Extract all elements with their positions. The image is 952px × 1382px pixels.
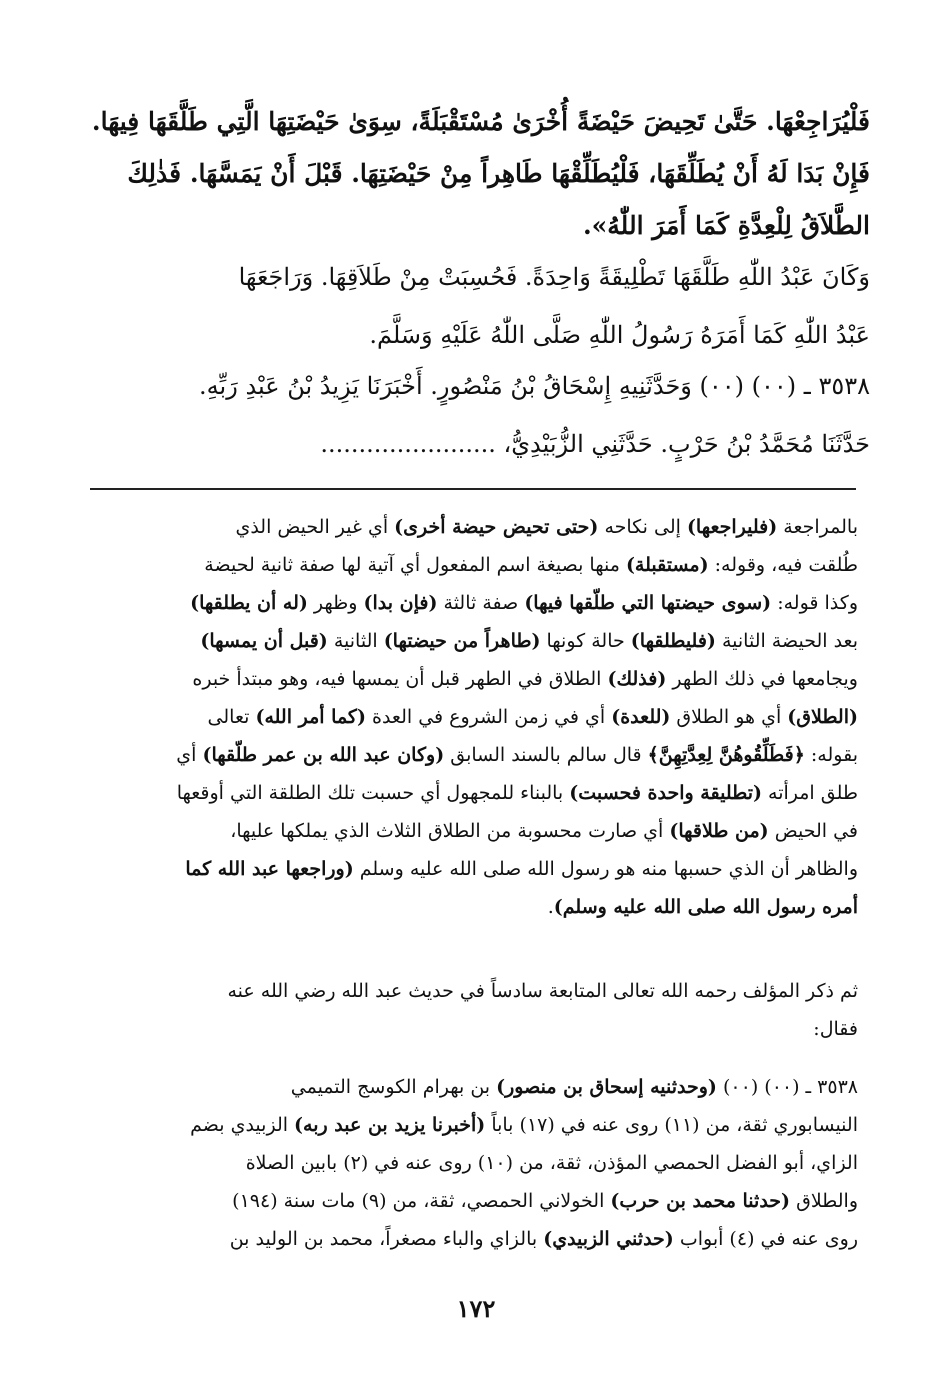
text-line xyxy=(90,1106,858,1144)
text-run: في الحيض xyxy=(768,820,858,842)
page-number: ١٧٢ xyxy=(456,1294,496,1323)
text-run: ٣٥٣٨ ـ (٠٠) (٠٠) xyxy=(716,1076,858,1098)
text-run: صفة ثالثة xyxy=(437,592,525,614)
text-line: فَلْيُرَاجِعْهَا. حَتَّىٰ تَحِيضَ حَيْضَةً أُخْرَىٰ مُسْتَقْبَلَةً، سِوَىٰ حَيْضَتِهَا الَّتِي طَلَّقَهَا فِيهَا. xyxy=(91,107,870,136)
bold-phrase: (وكان عبد الله بن عمر طلّقها) xyxy=(202,744,445,766)
text-run: أي xyxy=(176,744,203,766)
text-line: عَبْدُ اللّٰهِ كَمَا أَمَرَهُ رَسُولُ اللّٰهِ صَلَّى اللّٰهُ عَلَيْهِ وَسَلَّمَ. xyxy=(369,321,870,349)
hadith-text-bold xyxy=(90,96,870,252)
bold-phrase: (طاهراً من حيضتها) xyxy=(383,630,541,652)
bold-phrase: (سوى حيضتها التي طلّقها فيها) xyxy=(524,592,772,614)
text-line: فَإِنْ بَدَا لَهُ أَنْ يُطَلِّقَهَا، فَلْيُطَلِّقْهَا طَاهِراً مِنْ حَيْضَتِهَا. قَبْلَ أَنْ يَمَسَّهَا. فَذٰلِكَ xyxy=(127,159,870,188)
text-line xyxy=(90,584,858,622)
text-run: وكذا قوله: xyxy=(771,592,858,614)
bold-phrase: أمره رسول الله صلى الله عليه وسلم) xyxy=(553,896,858,918)
bold-phrase: (حتى تحيض حيضة أخرى) xyxy=(394,516,599,538)
commentary-paragraph xyxy=(90,972,858,1048)
bold-phrase: (مستقبلة) xyxy=(625,554,709,576)
text-run: بالمراجعة xyxy=(777,516,858,538)
text-run: أي صارت محسوبة من الطلاق الثلاث الذي يملكها عليها، xyxy=(230,820,670,842)
text-run: بعد الحيضة الثانية xyxy=(715,630,858,652)
bold-phrase: ﴿فَطَلِّقُوهُنَّ لِعِدَّتِهِنَّ﴾ xyxy=(647,744,805,766)
text-line xyxy=(90,622,858,660)
text-line xyxy=(90,812,858,850)
text-run: ويجامعها في ذلك الطهر xyxy=(666,668,858,690)
text-run: روى عنه في (٤) أبواب xyxy=(673,1228,858,1250)
text-run: تعالى xyxy=(207,706,256,728)
bold-phrase: (قبل أن يمسها) xyxy=(200,630,328,652)
hadith-text xyxy=(90,248,870,364)
bold-phrase: (من طلاقها) xyxy=(669,820,769,842)
text-line xyxy=(90,1182,858,1220)
text-run: طُلقت فيه، وقوله: xyxy=(708,554,858,576)
text-run: بقوله: xyxy=(804,744,858,766)
text-run: الطلاق في الطهر قبل أن يمسها فيه، وهو مبتدأ خبره xyxy=(192,668,608,690)
bold-phrase: (فليطلقها) xyxy=(630,630,716,652)
commentary-paragraph xyxy=(90,1068,858,1258)
text-run: منها بصيغة اسم المفعول أي آتية لها صفة ثانية لحيضة xyxy=(204,554,626,576)
text-run: والطلاق xyxy=(790,1190,858,1212)
text-run: الخولاني الحمصي، ثقة، من (٩) مات سنة (١٩٤) xyxy=(232,1190,611,1212)
text-run: حالة كونها xyxy=(540,630,631,652)
text-run: والظاهر أن الذي حسبها منه هو رسول الله صلى الله عليه وسلم xyxy=(353,858,858,880)
text-line xyxy=(90,1220,858,1258)
text-run: الزبيدي بضم xyxy=(190,1114,295,1136)
text-line xyxy=(90,888,858,926)
text-run: . xyxy=(547,896,554,918)
text-line xyxy=(90,774,858,812)
bold-phrase: (أخبرنا يزيد بن عبد ربه) xyxy=(294,1114,486,1136)
text-line xyxy=(90,972,858,1010)
text-line xyxy=(90,508,858,546)
bold-phrase: (فليراجعها) xyxy=(686,516,778,538)
bold-phrase: (للعدة) xyxy=(611,706,671,728)
bold-phrase: (وراجعها عبد الله كما xyxy=(185,858,354,880)
text-line xyxy=(90,660,858,698)
text-run: أي هو الطلاق xyxy=(670,706,788,728)
bold-phrase: (فإن بدا) xyxy=(363,592,438,614)
bold-phrase: (الطلاق) xyxy=(787,706,858,728)
hadith-isnad xyxy=(90,357,870,473)
text-run: الزاي، أبو الفضل الحمصي المؤذن، ثقة، من (١٠) روى عنه في (٢) بابين الصلاة xyxy=(245,1152,858,1174)
text-run: وظهر xyxy=(307,592,364,614)
text-line: ٣٥٣٨ ـ (٠٠) (٠٠) وَحَدَّثَنِيهِ إِسْحَاقُ بْنُ مَنْصُورٍ. أَخْبَرَنَا يَزِيدُ بْنُ عَبْدِ رَبِّهِ. xyxy=(199,372,870,400)
text-run: طلق امرأته xyxy=(761,782,858,804)
text-line xyxy=(90,736,858,774)
text-run: أي غير الحيض الذي xyxy=(235,516,395,538)
text-run: أي في زمن الشروع في العدة xyxy=(365,706,612,728)
bold-phrase: (فذلك) xyxy=(607,668,667,690)
text-line xyxy=(90,698,858,736)
footnote-divider xyxy=(90,488,856,490)
bold-phrase: (كما أمر الله) xyxy=(255,706,366,728)
text-run: بالزاي والباء مصغراً، محمد بن الوليد بن xyxy=(229,1228,544,1250)
text-run: النيسابوري ثقة، من (١١) روى عنه في (١٧) باباً xyxy=(485,1114,858,1136)
bold-phrase: (وحدثنيه إسحاق بن منصور) xyxy=(496,1076,717,1098)
bold-phrase: (حدثنا محمد بن حرب) xyxy=(610,1190,791,1212)
text-line xyxy=(90,1010,858,1048)
text-run: ثم ذكر المؤلف رحمه الله تعالى المتابعة سادساً في حديث عبد الله رضي الله عنه xyxy=(227,980,858,1002)
bold-phrase: (له أن يطلقها) xyxy=(190,592,308,614)
text-line xyxy=(90,1068,858,1106)
text-run: قال سالم بالسند السابق xyxy=(444,744,648,766)
text-line xyxy=(90,850,858,888)
text-run: الثانية xyxy=(327,630,384,652)
commentary-paragraph xyxy=(90,508,858,926)
text-run: فقال: xyxy=(813,1018,858,1040)
bold-phrase: (حدثني الزبيدي) xyxy=(543,1228,674,1250)
text-line xyxy=(90,546,858,584)
bold-phrase: (تطليقة واحدة فحسبت) xyxy=(569,782,762,804)
text-line: وَكَانَ عَبْدُ اللّٰهِ طَلَّقَهَا تَطْلِيقَةً وَاحِدَةً. فَحُسِبَتْ مِنْ طَلاَقِهَا. وَرَاجَعَهَا xyxy=(238,263,870,291)
text-run: بن بهرام الكوسج التميمي xyxy=(290,1076,497,1098)
text-line: حَدَّثَنَا مُحَمَّدُ بْنُ حَرْبٍ. حَدَّثَنِي الزُّبَيْدِيُّ، ....................... xyxy=(320,430,870,458)
text-line: الطَّلاَقُ لِلْعِدَّةِ كَمَا أَمَرَ اللّٰهُ». xyxy=(582,211,870,240)
text-run: بالبناء للمجهول أي حسبت تلك الطلقة التي أوقعها xyxy=(176,782,570,804)
text-run: إلى نكاحه xyxy=(598,516,687,538)
text-line xyxy=(90,1144,858,1182)
